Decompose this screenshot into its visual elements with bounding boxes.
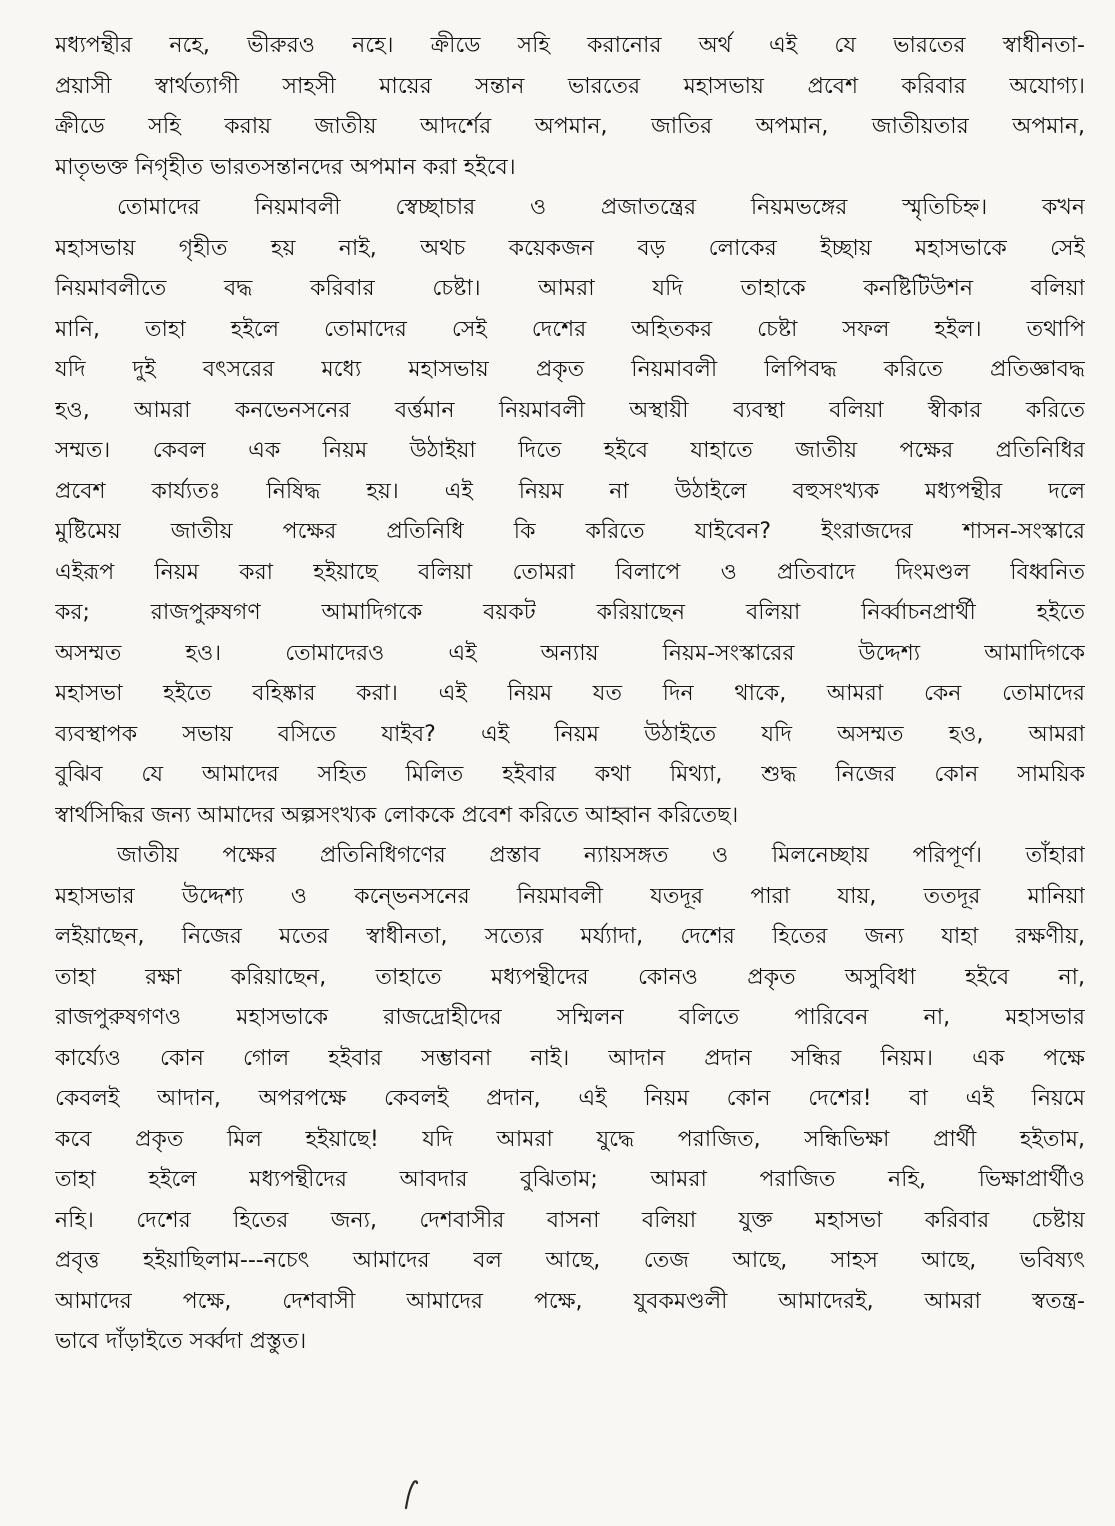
paragraph-2-line-6: হও, আমরা কনভেনসনের বর্ত্তমান নিয়মাবলী অস্থায়ী ব্যবস্থা বলিয়া স্বীকার করিতে: [55, 397, 1085, 423]
paragraph-3-line-1: জাতীয় পক্ষের প্রতিনিধিগণের প্রস্তাব ন্যায়সঙ্গত ও মিলনেচ্ছায় পরিপূর্ণ। তাঁহারা: [117, 843, 1085, 868]
paragraph-3-line-10: নহি। দেশের হিতের জন্য, দেশবাসীর বাসনা বলিয়া যুক্ত মহাসভা করিবার চেষ্টায়: [55, 1207, 1085, 1233]
paragraph-1-line-3: ক্রীডে সহি করায় জাতীয় আদর্শের অপমান, জাতির অপমান, জাতীয়তার অপমান,: [55, 114, 1085, 139]
paragraph-3-line-12: আমাদের পক্ষে, দেশবাসী আমাদের পক্ষে, যুবকমণ্ডলী আমাদেরই, আমরা স্বতন্ত্র-: [55, 1288, 1085, 1314]
paragraph-2-line-13: মহাসভা হইতে বহিষ্কার করা। এই নিয়ম যত দিন থাকে, আমরা কেন তোমাদের: [55, 681, 1085, 706]
paragraph-3-line-11: প্রবৃত্ত হইয়াছিলাম---নচেৎ আমাদের বল আছে, তেজ আছে, সাহস আছে, ভবিষ্যৎ: [55, 1248, 1085, 1273]
paragraph-1-line-1: মধ্যপন্থীর নহে, ভীরুরও নহে। ক্রীডে সহি করানোর অর্থ এই যে ভারতের স্বাধীনতা-: [55, 33, 1085, 58]
paragraph-2-line-15: বুঝিব যে আমাদের সহিত মিলিত হইবার কথা মিথ্যা, শুদ্ধ নিজের কোন সাময়িক: [55, 762, 1085, 787]
paragraph-2-line-4: মানি, তাহা হইলে তোমাদের সেই দেশের অহিতকর চেষ্টা সফল হইল। তথাপি: [55, 316, 1085, 342]
paragraph-2-line-12: অসম্মত হও। তোমাদেরও এই অন্যায় নিয়ম-সংস্কারের উদ্দেশ্য আমাদিগকে: [55, 640, 1085, 666]
body-text: [55, 26, 1085, 1363]
paragraph-3-line-13: ভাবে দাঁড়াইতে সর্ব্বদা প্রস্তুত।: [55, 1329, 307, 1354]
paragraph-1-line-4: মাতৃভক্ত নিগৃহীত ভারতসন্তানদের অপমান করা হইবে।: [55, 154, 516, 180]
paragraph-2-line-7: সম্মত। কেবল এক নিয়ম উঠাইয়া দিতে হইবে যাহাতে জাতীয় পক্ষের প্রতিনিধির: [55, 438, 1085, 463]
paragraph-1-line-2: প্রয়াসী স্বার্থত্যাগী সাহসী মায়ের সন্তান ভারতের মহাসভায় প্রবেশ করিবার অযোগ্য।: [55, 73, 1085, 99]
paragraph-2-line-2: মহাসভায় গৃহীত হয় নাই, অথচ কয়েকজন বড় লোকের ইচ্ছায় মহাসভাকে সেই: [55, 235, 1085, 261]
paragraph-2-line-10: এইরূপ নিয়ম করা হইয়াছে বলিয়া তোমরা বিলাপে ও প্রতিবাদে দিংমণ্ডল বিধ্বনিত: [55, 559, 1085, 585]
paragraph-2-line-16: স্বার্থসিদ্ধির জন্য আমাদের অল্পসংখ্যক লোককে প্রবেশ করিতে আহ্বান করিতেছ।: [55, 802, 739, 828]
paragraph-3-line-7: কেবলই আদান, অপরপক্ষে কেবলই প্রদান, এই নিয়ম কোন দেশের! বা এই নিয়মে: [55, 1086, 1085, 1111]
paragraph-3-line-9: তাহা হইলে মধ্যপন্থীদের আবদার বুঝিতাম; আমরা পরাজিত নহি, ভিক্ষাপ্রার্থীও: [55, 1167, 1085, 1192]
paragraph-2-line-11: কর; রাজপুরুষগণ আমাদিগকে বয়কট করিয়াছেন বলিয়া নির্ব্বাচনপ্রার্থী হইতে: [55, 600, 1085, 625]
paragraph-2-line-14: ব্যবস্থাপক সভায় বসিতে যাইব? এই নিয়ম উঠাইতে যদি অসম্মত হও, আমরা: [55, 721, 1085, 747]
paragraph-3-line-4: তাহা রক্ষা করিয়াছেন, তাহাতে মধ্যপন্থীদের কোনও প্রকৃত অসুবিধা হইবে না,: [55, 964, 1085, 990]
scan-smudge-mark: [400, 1478, 424, 1512]
paragraph-2-line-9: মুষ্টিমেয় জাতীয় পক্ষের প্রতিনিধি কি করিতে যাইবেন? ইংরাজদের শাসন-সংস্কারে: [55, 519, 1085, 544]
paragraph-2-line-5: যদি দুই বৎসরের মধ্যে মহাসভায় প্রকৃত নিয়মাবলী লিপিবদ্ধ করিতে প্রতিজ্ঞাবদ্ধ: [55, 357, 1085, 382]
paragraph-2-line-1: তোমাদের নিয়মাবলী স্বেচ্ছাচার ও প্রজাতন্ত্রের নিয়মভঙ্গের স্মৃতিচিহ্ন। কখন: [117, 195, 1085, 220]
paragraph-3-line-5: রাজপুরুষগণও মহাসভাকে রাজদ্রোহীদের সম্মিলন বলিতে পারিবেন না, মহাসভার: [55, 1005, 1085, 1030]
paragraph-3-line-6: কার্য্যেও কোন গোল হইবার সম্ভাবনা নাই। আদান প্রদান সন্ধির নিয়ম। এক পক্ষে: [55, 1045, 1085, 1071]
paragraph-3-line-3: লইয়াছেন, নিজের মতের স্বাধীনতা, সত্যের মর্য্যাদা, দেশের হিতের জন্য যাহা রক্ষণীয়,: [55, 924, 1085, 949]
paragraph-3-line-2: মহাসভার উদ্দেশ্য ও কন্ভেনসনের নিয়মাবলী যতদূর পারা যায়, ততদূর মানিয়া: [55, 883, 1085, 909]
paragraph-2-line-3: নিয়মাবলীতে বদ্ধ করিবার চেষ্টা। আমরা যদি তাহাকে কনষ্টিটিউশন বলিয়া: [55, 276, 1085, 301]
paragraph-2-line-8: প্রবেশ কার্য্যতঃ নিষিদ্ধ হয়। এই নিয়ম না উঠাইলে বহুসংখ্যক মধ্যপন্থীর দলে: [55, 478, 1085, 504]
paragraph-3-line-8: কবে প্রকৃত মিল হইয়াছে! যদি আমরা যুদ্ধে পরাজিত, সন্ধিভিক্ষা প্রার্থী হইতাম,: [55, 1126, 1085, 1152]
